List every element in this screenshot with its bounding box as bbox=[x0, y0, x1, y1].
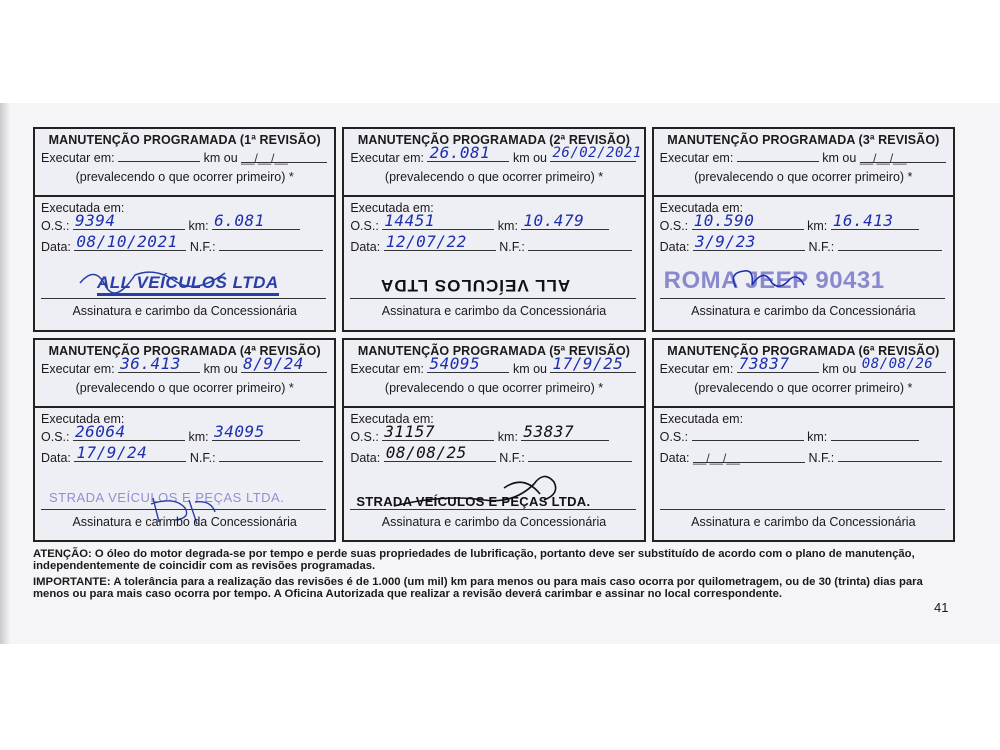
data-label: Data: bbox=[659, 450, 690, 465]
data-label: Data: bbox=[659, 240, 690, 254]
km-label: km: bbox=[807, 429, 828, 444]
executada-em-label: Executada em: bbox=[41, 411, 125, 426]
data-label: Data: bbox=[350, 450, 381, 465]
condition-text: (prevalecendo o que ocorrer primeiro) * bbox=[694, 170, 913, 184]
executada-em-label: Executada em: bbox=[350, 411, 434, 426]
revision-grid bbox=[33, 127, 955, 542]
executar-km-field: 36.413 bbox=[118, 358, 200, 373]
km-ou-label: km ou bbox=[203, 361, 238, 376]
signature-line bbox=[660, 509, 945, 510]
signature-line bbox=[41, 509, 326, 510]
page-binding-shadow bbox=[0, 103, 10, 644]
card-title: MANUTENÇÃO PROGRAMADA (2ª REVISÃO) bbox=[357, 133, 631, 147]
executar-date-field: __/__/__ bbox=[860, 148, 946, 163]
nf-field bbox=[838, 447, 942, 462]
revision-card-2 bbox=[342, 127, 645, 332]
condition-text: (prevalecendo o que ocorrer primeiro) * bbox=[694, 380, 913, 395]
km-label: km: bbox=[188, 219, 209, 233]
signature-scribble bbox=[75, 263, 235, 293]
revision-card-1 bbox=[33, 127, 336, 332]
data-label: Data: bbox=[350, 240, 381, 254]
nf-label: N.F.: bbox=[499, 240, 525, 254]
card-title: MANUTENÇÃO PROGRAMADA (6ª REVISÃO) bbox=[667, 343, 940, 358]
notes-section bbox=[33, 548, 958, 604]
revision-card-3 bbox=[652, 127, 955, 332]
os-label: O.S.: bbox=[659, 429, 689, 444]
data-field: 17/9/24 bbox=[74, 447, 186, 462]
executar-em-label: Executar em: bbox=[659, 361, 734, 376]
nf-field bbox=[528, 447, 632, 462]
dealer-stamp: ROMA JEEP 90431 bbox=[663, 267, 885, 294]
km-ou-label: km ou bbox=[822, 361, 857, 376]
data-field: 08/10/2021 bbox=[74, 236, 186, 251]
executar-date-field: 26/02/2021 bbox=[552, 145, 642, 161]
executada-em-label: Executada em: bbox=[659, 411, 744, 426]
os-field: 10.590 bbox=[692, 215, 804, 230]
important-note: IMPORTANTE: A tolerância para a realização das revisões é de 1.000 (um mil) km para menos ou para mais caso ocorra por quilometragem, ou de 30 (trinta) dias para menos ou para mais caso ocorra por tempo. A Oficina Autorizada que realizar a revisão deverá carimbar e assinar no local correspondente. bbox=[33, 575, 923, 601]
signature-caption: Assinatura e carimbo da Concessionária bbox=[381, 514, 607, 529]
signature-scribble bbox=[724, 263, 814, 297]
executar-em-label: Executar em: bbox=[41, 151, 115, 165]
data-field: __/__/__ bbox=[693, 448, 805, 463]
condition-text: (prevalecendo o que ocorrer primeiro) * bbox=[384, 170, 604, 184]
executar-em-label: Executar em: bbox=[659, 151, 734, 165]
os-label: O.S.: bbox=[350, 429, 379, 444]
signature-scribble bbox=[384, 464, 584, 514]
executar-date-field: 8/9/24 bbox=[241, 358, 327, 373]
os-label: O.S.: bbox=[41, 219, 70, 233]
executar-km-field: 54095 bbox=[427, 358, 509, 373]
nf-field bbox=[219, 236, 323, 251]
km-field bbox=[831, 426, 919, 441]
nf-label: N.F.: bbox=[189, 240, 216, 254]
signature-caption: Assinatura e carimbo da Concessionária bbox=[381, 304, 607, 318]
nf-field bbox=[528, 236, 632, 251]
data-field: 12/07/22 bbox=[384, 236, 496, 251]
executada-em-label: Executada em: bbox=[350, 201, 434, 215]
executar-km-field: 73837 bbox=[737, 358, 819, 373]
km-ou-label: km ou bbox=[203, 151, 238, 165]
km-field: 10.479 bbox=[521, 215, 609, 230]
card-title: MANUTENÇÃO PROGRAMADA (5ª REVISÃO) bbox=[357, 343, 631, 358]
executada-em-label: Executada em: bbox=[659, 201, 744, 215]
data-field: 3/9/23 bbox=[693, 236, 805, 251]
km-field: 6.081 bbox=[212, 215, 300, 230]
km-label: km: bbox=[497, 429, 518, 444]
nf-label: N.F.: bbox=[808, 240, 835, 254]
os-field: 9394 bbox=[73, 215, 185, 230]
condition-text: (prevalecendo o que ocorrer primeiro) * bbox=[384, 380, 604, 395]
os-field: 31157 bbox=[382, 426, 494, 441]
km-ou-label: km ou bbox=[822, 151, 857, 165]
signature-caption: Assinatura e carimbo da Concessionária bbox=[691, 514, 916, 529]
os-label: O.S.: bbox=[41, 429, 70, 444]
dealer-stamp: STRADA VEÍCULOS E PEÇAS LTDA. bbox=[49, 489, 285, 505]
data-label: Data: bbox=[41, 450, 71, 465]
dealer-stamp: STRADA VEÍCULOS E PEÇAS LTDA. bbox=[356, 493, 591, 509]
os-field: 14451 bbox=[382, 215, 494, 230]
signature-line bbox=[350, 298, 635, 299]
km-field: 16.413 bbox=[831, 215, 919, 230]
km-label: km: bbox=[807, 219, 828, 233]
nf-field bbox=[838, 236, 942, 251]
revision-card-6 bbox=[652, 338, 955, 543]
signature-caption: Assinatura e carimbo da Concessionária bbox=[72, 514, 297, 529]
card-title: MANUTENÇÃO PROGRAMADA (4ª REVISÃO) bbox=[48, 343, 321, 358]
condition-text: (prevalecendo o que ocorrer primeiro) * bbox=[75, 380, 294, 395]
os-label: O.S.: bbox=[350, 219, 379, 233]
executar-date-field: __/__/__ bbox=[241, 148, 327, 163]
executar-km-field bbox=[737, 147, 819, 162]
dealer-stamp: ALL VEÍCULOS LTDA bbox=[97, 273, 279, 296]
revision-card-4 bbox=[33, 338, 336, 543]
signature-line bbox=[41, 298, 326, 299]
signature-line bbox=[350, 509, 635, 510]
executar-date-field: 17/9/25 bbox=[550, 358, 636, 373]
attention-note: ATENÇÃO: O óleo do motor degrada-se por tempo e perde suas propriedades de lubrificação, portanto deve ser substituído de acordo com o plano de manutenção, independentemente de coincidir com as revisões programadas. bbox=[33, 548, 915, 573]
km-field: 34095 bbox=[212, 426, 300, 441]
data-label: Data: bbox=[41, 240, 71, 254]
os-field: 26064 bbox=[73, 426, 185, 441]
km-field: 53837 bbox=[521, 426, 609, 441]
nf-label: N.F.: bbox=[189, 450, 216, 465]
executar-km-field: 26.081 bbox=[427, 147, 509, 162]
km-ou-label: km ou bbox=[512, 151, 547, 165]
signature-line bbox=[660, 298, 945, 299]
signature-caption: Assinatura e carimbo da Concessionária bbox=[72, 304, 297, 318]
km-label: km: bbox=[497, 219, 518, 233]
page-number: 41 bbox=[934, 600, 949, 615]
nf-label: N.F.: bbox=[499, 450, 525, 465]
os-field bbox=[692, 426, 804, 441]
dealer-stamp: ALL VEÍCULOS LTDA bbox=[380, 276, 571, 295]
data-field: 08/08/25 bbox=[384, 447, 496, 462]
executar-km-field bbox=[118, 147, 200, 162]
executar-em-label: Executar em: bbox=[41, 361, 115, 376]
os-label: O.S.: bbox=[659, 219, 689, 233]
revision-card-5 bbox=[342, 338, 645, 543]
km-ou-label: km ou bbox=[512, 361, 547, 376]
card-title: MANUTENÇÃO PROGRAMADA (1ª REVISÃO) bbox=[48, 133, 321, 147]
card-title: MANUTENÇÃO PROGRAMADA (3ª REVISÃO) bbox=[667, 133, 940, 147]
km-label: km: bbox=[188, 429, 209, 444]
executada-em-label: Executada em: bbox=[41, 201, 125, 215]
nf-field bbox=[219, 447, 323, 462]
executar-em-label: Executar em: bbox=[350, 361, 424, 376]
nf-label: N.F.: bbox=[808, 450, 835, 465]
condition-text: (prevalecendo o que ocorrer primeiro) * bbox=[75, 170, 294, 184]
signature-caption: Assinatura e carimbo da Concessionária bbox=[691, 304, 916, 318]
executar-date-field: 08/08/26 bbox=[860, 358, 946, 373]
executar-em-label: Executar em: bbox=[350, 151, 424, 165]
